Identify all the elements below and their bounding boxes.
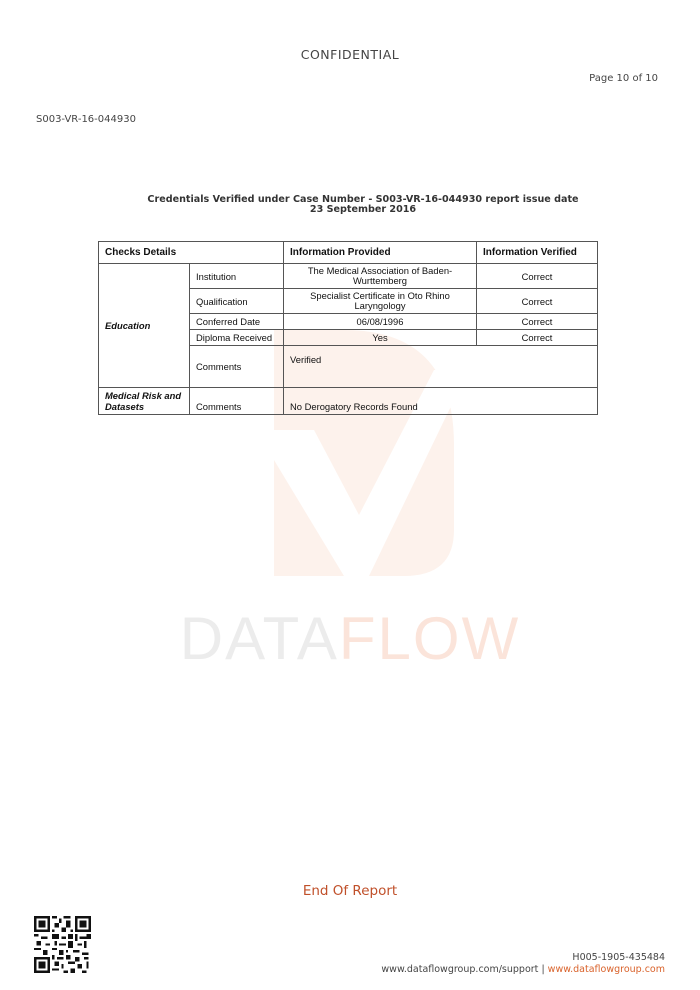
category-medical-risk: Medical Risk and Datasets: [99, 388, 190, 415]
header-checks-details: Checks Details: [99, 242, 284, 264]
row-verified: Correct: [477, 289, 598, 314]
row-label: Comments: [190, 346, 284, 388]
report-title-line2: 23 September 2016: [309, 204, 417, 215]
header-information-verified: Information Verified: [477, 242, 598, 264]
report-title-line1: Credentials Verified under Case Number - S003-VR-16-044930 report issue date: [147, 194, 579, 205]
medical-comments-value: No Derogatory Records Found: [284, 388, 598, 415]
row-label: Institution: [190, 264, 284, 289]
page-number: Page 10 of 10: [589, 73, 658, 84]
confidential-label: CONFIDENTIAL: [300, 47, 400, 62]
row-label: Conferred Date: [190, 314, 284, 330]
table-row-medical: [99, 388, 598, 415]
website-link[interactable]: www.dataflowgroup.com: [547, 964, 665, 975]
row-label: Qualification: [190, 289, 284, 314]
table-row: [99, 264, 598, 289]
education-comments-value: Verified: [284, 346, 598, 388]
row-info: Yes: [284, 330, 477, 346]
credentials-table: [98, 241, 598, 415]
row-verified: Correct: [477, 314, 598, 330]
row-verified: Correct: [477, 330, 598, 346]
footer-document-code: H005-1905-435484: [572, 952, 665, 963]
dataflow-watermark-text: [0, 605, 700, 672]
row-label: Diploma Received: [190, 330, 284, 346]
header-information-provided: Information Provided: [284, 242, 477, 264]
watermark-word-flow: FLOW: [338, 605, 521, 672]
case-reference: S003-VR-16-044930: [36, 114, 136, 125]
report-title: [100, 195, 626, 215]
link-separator: |: [541, 964, 545, 975]
end-of-report: End Of Report: [302, 883, 398, 899]
footer-links: [381, 964, 665, 975]
support-link[interactable]: www.dataflowgroup.com/support: [381, 964, 539, 975]
row-info: Specialist Certificate in Oto Rhino Laryngology: [284, 289, 477, 314]
row-info: 06/08/1996: [284, 314, 477, 330]
row-verified: Correct: [477, 264, 598, 289]
table-header-row: [99, 242, 598, 264]
category-education: Education: [99, 264, 190, 388]
row-info: The Medical Association of Baden-Wurttemberg: [284, 264, 477, 289]
row-label: Comments: [190, 388, 284, 415]
watermark-word-data: DATA: [179, 605, 339, 672]
qr-code-icon: [34, 916, 91, 973]
